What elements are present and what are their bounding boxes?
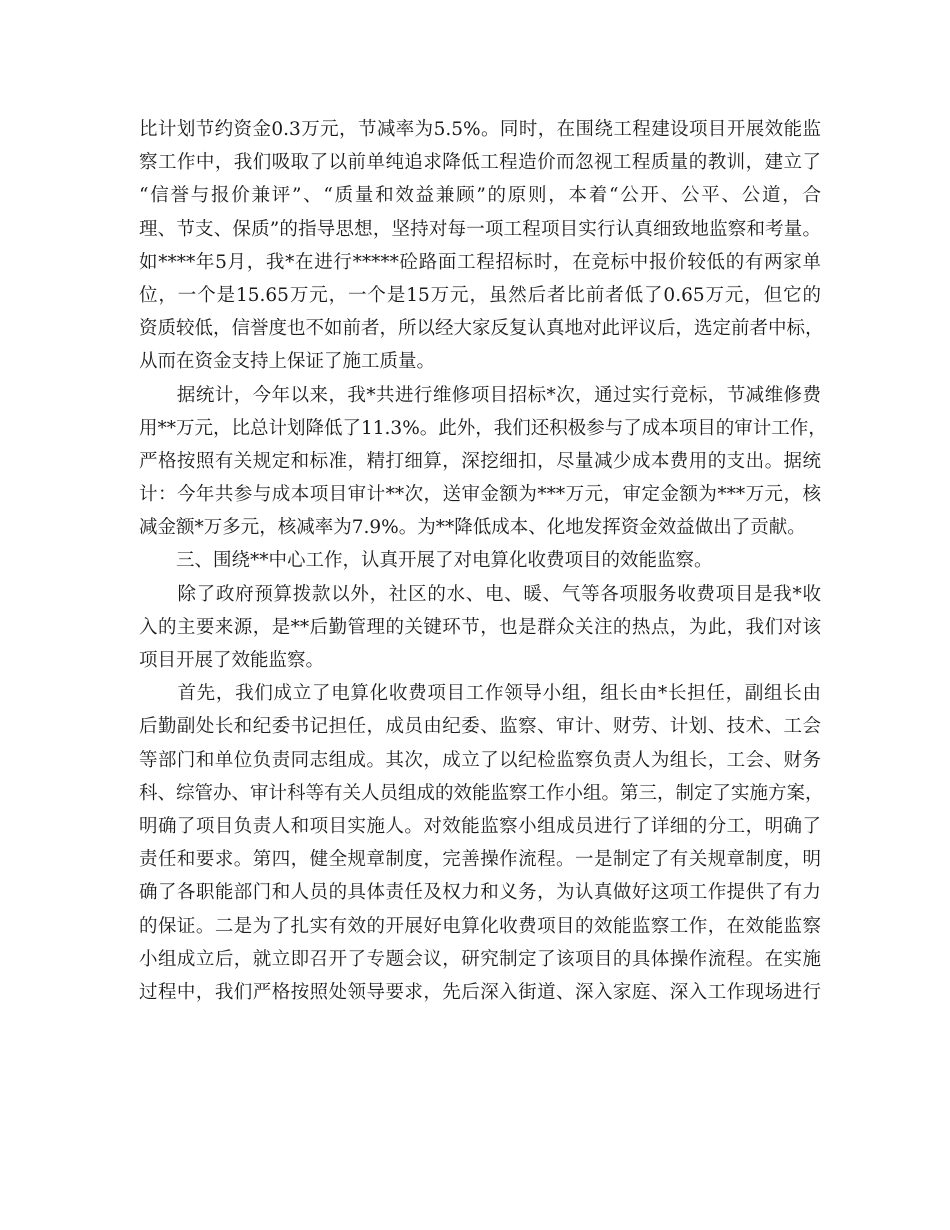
text-line: 减金额*万多元，核减率为7.9%。为**降低成本、化地发挥资金效益做出了贡献。: [139, 517, 806, 539]
section-heading: 三、围绕**中心工作，认真开展了对电算化收费项目的效能监察。: [139, 550, 713, 572]
text-line: 从而在资金支持上保证了施工质量。: [139, 351, 436, 373]
text-line: 计：今年共参与成本项目审计**次，送审金额为***万元，审定金额为***万元，核: [139, 484, 821, 506]
text-line: 后勤副处长和纪委书记担任，成员由纪委、监察、审计、财劳、计划、技术、工会: [139, 716, 821, 738]
body-text: [139, 113, 827, 1009]
text-line: 比计划节约资金0.3万元，节减率为5.5%。同时，在围绕工程建设项目开展效能监: [139, 119, 821, 140]
text-line: 的保证。二是为了扎实有效的开展好电算化收费项目的效能监察工作，在效能监察: [139, 915, 821, 937]
text-line: 严格按照有关规定和标准，精打细算，深挖细扣，尽量减少成本费用的支出。据统: [139, 450, 821, 472]
text-line: 小组成立后，就立即召开了专题会议，研究制定了该项目的具体操作流程。在实施: [139, 948, 821, 970]
text-line: 除了政府预算拨款以外，社区的水、电、暖、气等各项服务收费项目是我*收: [139, 583, 821, 605]
text-line: 科、综管办、审计科等有关人员组成的效能监察工作小组。第三，制定了实施方案，: [139, 782, 824, 804]
text-line: 察工作中，我们吸取了以前单纯追求降低工程造价而忽视工程质量的教训，建立了: [139, 152, 821, 174]
text-line: “信誉与报价兼评”、“质量和效益兼顾”的原则，本着“公开、公平、公道，合: [139, 185, 821, 207]
text-line: 理、节支、保质”的指导思想，坚持对每一项工程项目实行认真细致地监察和考量。: [139, 218, 821, 240]
text-line: 如****年5月，我*在进行*****砼路面工程招标时，在竞标中报价较低的有两家单: [139, 251, 821, 273]
text-line: 项目开展了效能监察。: [139, 650, 325, 671]
text-line: 责任和要求。第四，健全规章制度，完善操作流程。一是制定了有关规章制度，明: [139, 849, 821, 871]
text-line: 明确了项目负责人和项目实施人。对效能监察小组成员进行了详细的分工，明确了: [139, 815, 821, 837]
text-line: 用**万元，比总计划降低了11.3%。此外，我们还积极参与了成本项目的审计工作，: [139, 417, 827, 439]
text-line: 入的主要来源，是**后勤管理的关键环节，也是群众关注的热点，为此，我们对该: [139, 616, 821, 638]
text-line: 首先，我们成立了电算化收费项目工作领导小组，组长由*长担任，副组长由: [139, 683, 821, 705]
text-line: 确了各职能部门和人员的具体责任及权力和义务，为认真做好这项工作提供了有力: [139, 882, 821, 904]
text-line: 资质较低，信誉度也不如前者，所以经大家反复认真地对此评议后，选定前者中标，: [139, 318, 824, 340]
text-line: 位，一个是15.65万元，一个是15万元，虽然后者比前者低了0.65万元，但它的: [139, 284, 821, 306]
text-line: 等部门和单位负责同志组成。其次，成立了以纪检监察负责人为组长，工会、财务: [139, 749, 821, 771]
text-line: 过程中，我们严格按照处领导要求，先后深入街道、深入家庭、深入工作现场进行: [139, 981, 821, 1003]
text-line: 据统计，今年以来，我*共进行维修项目招标*次，通过实行竞标，节减维修费: [139, 384, 821, 406]
